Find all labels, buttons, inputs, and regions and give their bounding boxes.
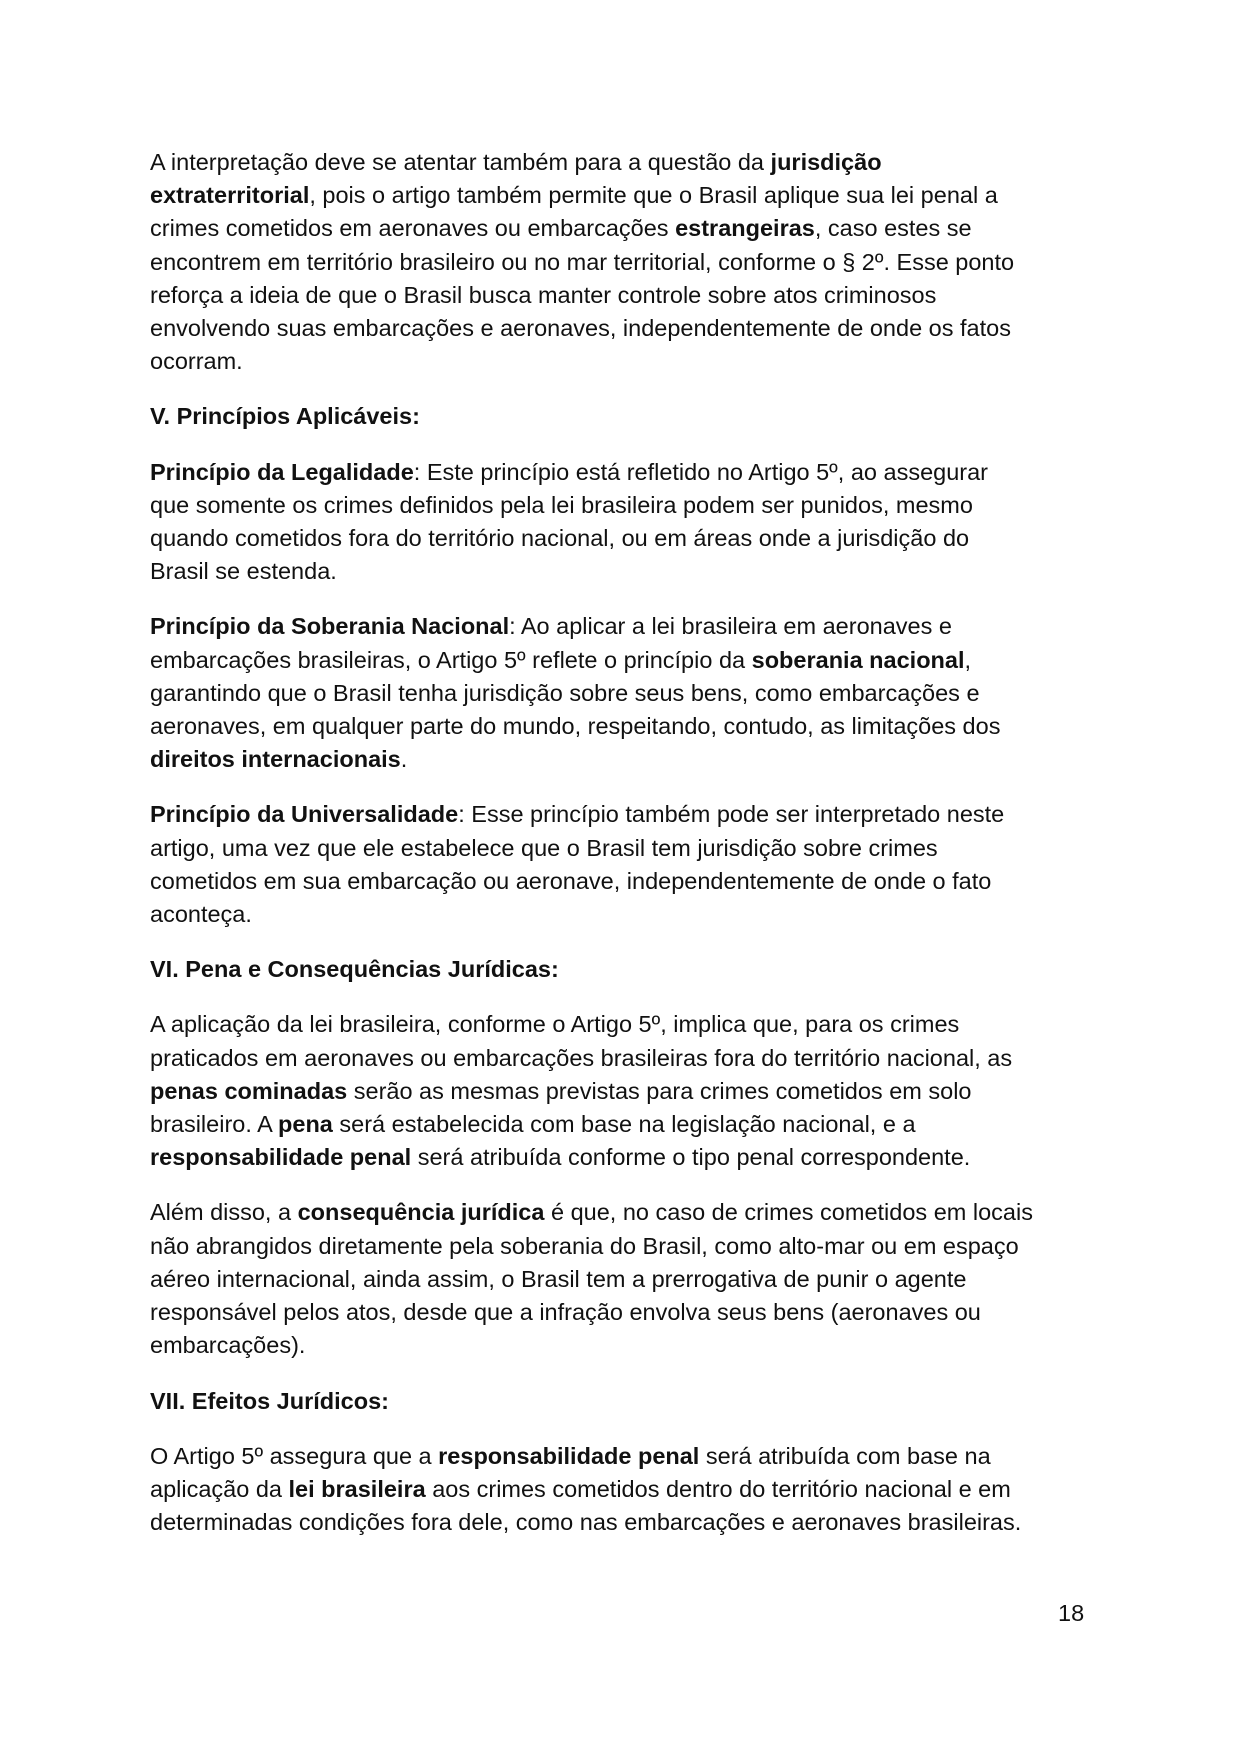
bold-term: responsabilidade penal <box>150 1144 412 1171</box>
text-run: Além disso, a <box>150 1199 298 1226</box>
text-line <box>150 1296 1095 1329</box>
text-run: aconteça. <box>150 901 252 928</box>
text-run: : Ao aplicar a lei brasileira em aeronaves e <box>509 613 952 640</box>
text-run: determinadas condições fora dele, como nas embarcações e aeronaves brasileiras. <box>150 1509 1022 1536</box>
paragraph <box>150 1440 1095 1540</box>
text-line <box>150 1075 1095 1108</box>
text-line <box>150 644 1095 677</box>
text-run: que somente os crimes definidos pela lei brasileira podem ser punidos, mesmo <box>150 491 973 518</box>
text-line <box>150 677 1095 710</box>
text-run: A interpretação deve se atentar também para a questão da <box>150 149 771 175</box>
text-run: crimes cometidos em aeronaves ou embarcações <box>150 215 676 242</box>
text-run: garantindo que o Brasil tenha jurisdição sobre seus bens, como embarcações e <box>150 679 980 706</box>
text-line <box>150 312 1095 345</box>
text-run: embarcações brasileiras, o Artigo 5º reflete o princípio da <box>150 646 752 673</box>
bold-term: responsabilidade penal <box>438 1442 700 1469</box>
paragraph <box>150 146 1095 378</box>
text-line <box>150 798 1095 831</box>
text-run: não abrangidos diretamente pela soberania do Brasil, como alto-mar ou em espaço <box>150 1232 1019 1259</box>
section-heading: VII. Efeitos Jurídicos: <box>150 1387 389 1414</box>
text-line <box>150 1108 1095 1141</box>
text-line <box>150 1230 1095 1263</box>
text-run: O Artigo 5º assegura que a <box>150 1442 439 1469</box>
text-line <box>150 555 1095 588</box>
paragraph <box>150 1008 1095 1174</box>
text-line <box>150 146 1095 179</box>
text-line <box>150 832 1095 865</box>
document-page <box>150 146 1095 1561</box>
text-line <box>150 212 1095 245</box>
text-run: é que, no caso de crimes cometidos em locais <box>544 1199 1033 1226</box>
text-line <box>150 456 1095 489</box>
paragraph <box>150 456 1095 589</box>
text-line <box>150 1196 1095 1229</box>
text-line <box>150 610 1095 643</box>
bold-term: penas cominadas <box>150 1077 348 1104</box>
text-run: aos crimes cometidos dentro do território nacional e em <box>425 1475 1011 1502</box>
bold-term: direitos internacionais <box>150 746 401 773</box>
text-run: A aplicação da lei brasileira, conforme o Artigo 5º, implica que, para os crimes <box>150 1011 960 1038</box>
page-number: 18 <box>1058 1600 1085 1626</box>
text-line <box>150 1329 1095 1362</box>
section-heading: V. Princípios Aplicáveis: <box>150 403 420 430</box>
text-run: , <box>964 646 972 673</box>
paragraph <box>150 798 1095 931</box>
text-line <box>150 1008 1095 1041</box>
text-run: . <box>400 746 408 773</box>
text-run: quando cometidos fora do território nacional, ou em áreas onde a jurisdição do <box>150 525 970 552</box>
bold-term: consequência jurídica <box>297 1199 545 1226</box>
text-run: encontrem em território brasileiro ou no mar territorial, conforme o § 2º. Esse ponto <box>150 248 1015 275</box>
text-line <box>150 489 1095 522</box>
bold-term: soberania nacional <box>751 646 965 673</box>
text-line <box>150 279 1095 312</box>
text-line <box>150 1263 1095 1296</box>
paragraph <box>150 1196 1095 1362</box>
document-body <box>150 146 1095 1539</box>
text-run: aeronaves, em qualquer parte do mundo, respeitando, contudo, as limitações dos <box>150 713 1001 740</box>
text-line <box>150 345 1095 378</box>
bold-term: extraterritorial <box>150 182 310 209</box>
text-run: ocorram. <box>150 348 243 375</box>
text-run: , caso estes se <box>814 215 972 242</box>
paragraph <box>150 610 1095 776</box>
text-line <box>150 1506 1095 1539</box>
text-run: responsável pelos atos, desde que a infração envolva seus bens (aeronaves ou <box>150 1299 981 1326</box>
text-run: , pois o artigo também permite que o Brasil aplique sua lei penal a <box>309 182 998 209</box>
text-run: será estabelecida com base na legislação nacional, e a <box>332 1111 916 1138</box>
bold-term: pena <box>278 1111 333 1138</box>
section-heading: VI. Pena e Consequências Jurídicas: <box>150 956 559 983</box>
text-line <box>150 522 1095 555</box>
text-run: Brasil se estenda. <box>150 558 337 585</box>
text-run: será atribuída conforme o tipo penal correspondente. <box>411 1144 971 1171</box>
text-run: cometidos em sua embarcação ou aeronave, independentemente de onde o fato <box>150 867 992 894</box>
text-line <box>150 710 1095 743</box>
text-line <box>150 1141 1095 1174</box>
text-line <box>150 1473 1095 1506</box>
text-line <box>150 246 1095 279</box>
bold-term: Princípio da Soberania Nacional <box>150 613 510 640</box>
bold-term: Princípio da Legalidade <box>150 458 414 485</box>
text-line <box>150 179 1095 212</box>
text-run: serão as mesmas previstas para crimes cometidos em solo <box>347 1077 972 1104</box>
text-run: envolvendo suas embarcações e aeronaves, independentemente de onde os fatos <box>150 315 1011 342</box>
text-run: : Esse princípio também pode ser interpretado neste <box>458 801 1005 828</box>
bold-term: lei brasileira <box>288 1475 426 1502</box>
text-line <box>150 898 1095 931</box>
text-run: : Este princípio está refletido no Artigo 5º, ao assegurar <box>413 458 988 485</box>
text-line <box>150 865 1095 898</box>
bold-term: jurisdição <box>770 149 882 175</box>
text-run: será atribuída com base na <box>699 1442 991 1469</box>
text-run: aéreo internacional, ainda assim, o Brasil tem a prerrogativa de punir o agente <box>150 1265 967 1292</box>
text-run: aplicação da <box>150 1475 289 1502</box>
text-run: embarcações). <box>150 1332 306 1359</box>
text-run: artigo, uma vez que ele estabelece que o Brasil tem jurisdição sobre crimes <box>150 834 938 861</box>
text-run: brasileiro. A <box>150 1111 279 1138</box>
text-line <box>150 1440 1095 1473</box>
text-run: reforça a ideia de que o Brasil busca manter controle sobre atos criminosos <box>150 281 937 308</box>
text-line <box>150 743 1095 776</box>
bold-term: estrangeiras <box>675 215 815 242</box>
text-run: praticados em aeronaves ou embarcações brasileiras fora do território nacional, as <box>150 1044 1013 1071</box>
bold-term: Princípio da Universalidade <box>150 801 459 828</box>
text-line <box>150 1042 1095 1075</box>
